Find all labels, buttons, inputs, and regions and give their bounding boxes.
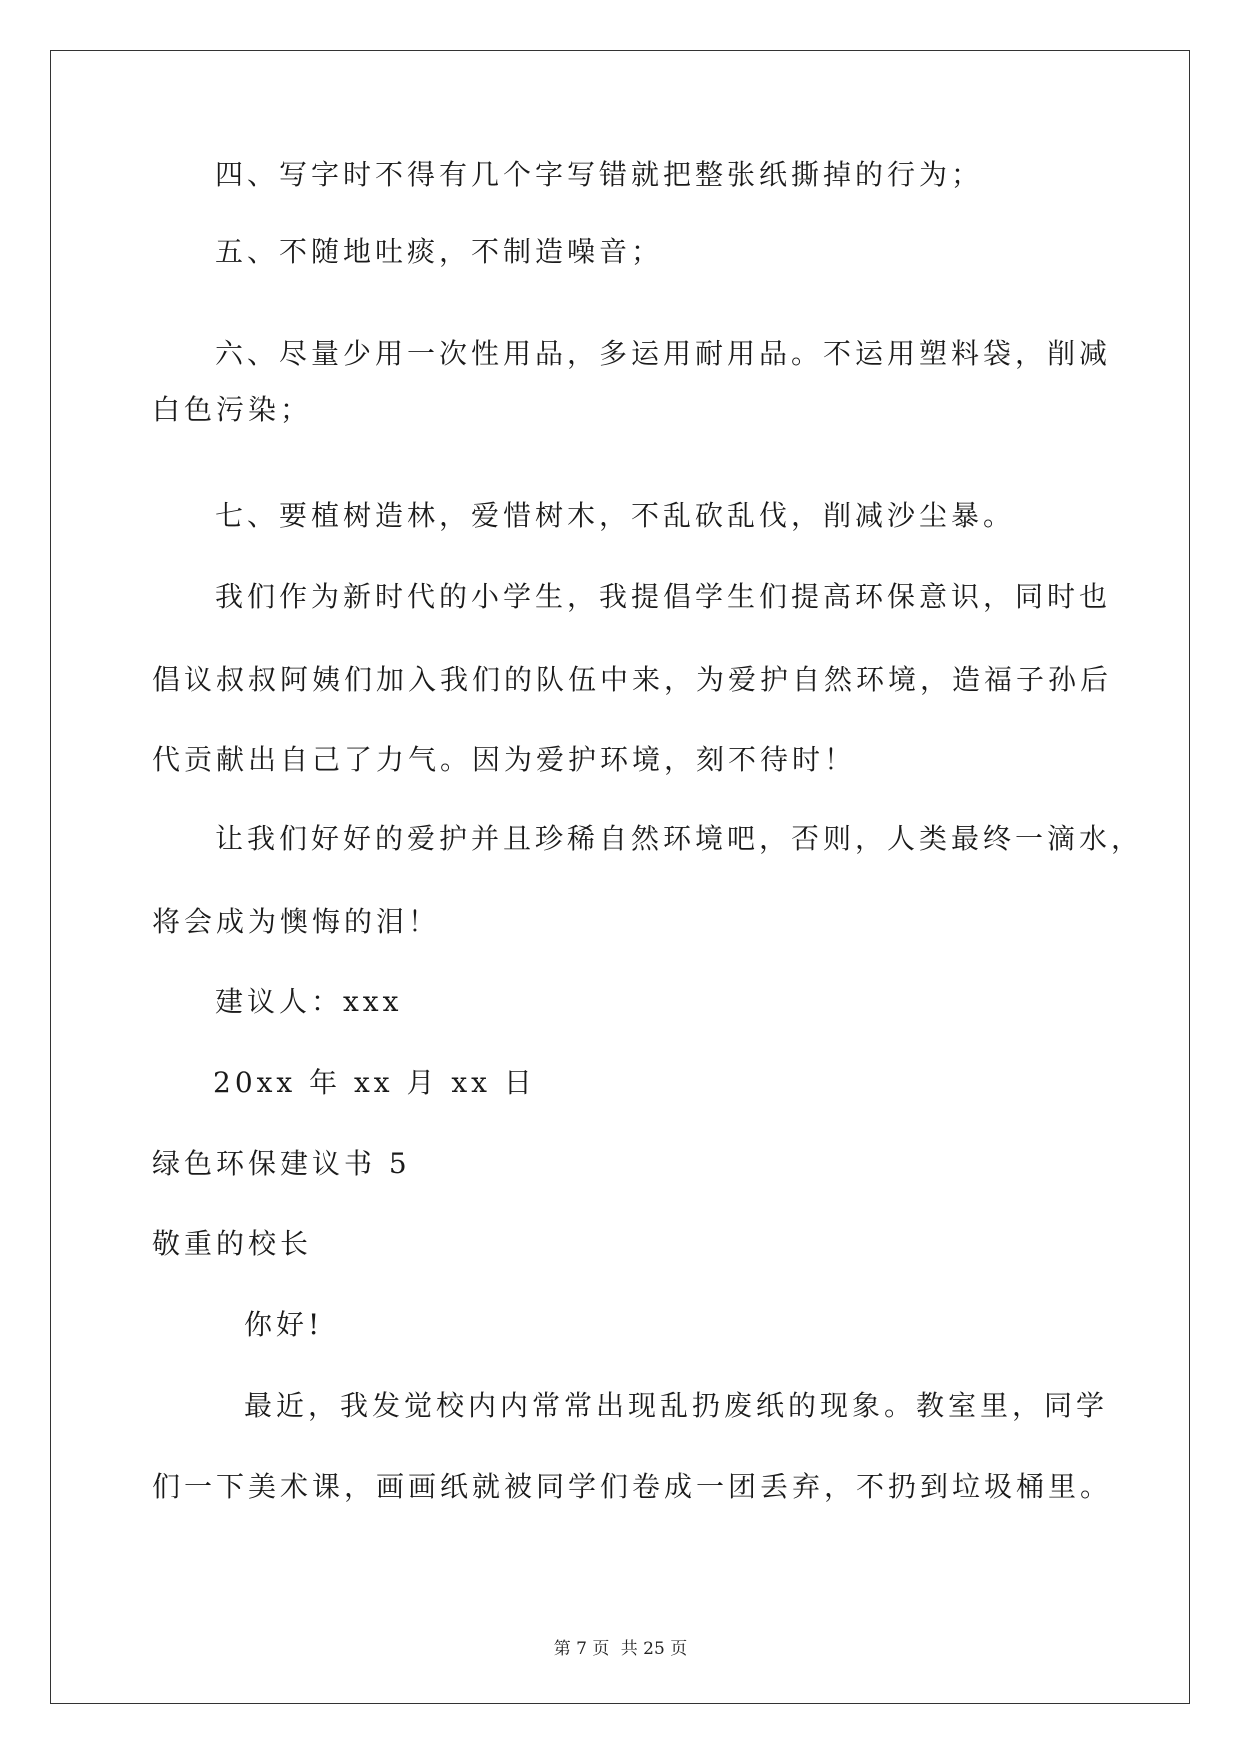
page-total: 共 25 页	[620, 1639, 688, 1659]
date-line: 20xx 年 xx 月 xx 日	[213, 1066, 536, 1099]
section-title: 绿色环保建议书 5	[152, 1147, 411, 1180]
paragraph-line: 五、不随地吐痰，不制造噪音；	[215, 235, 664, 268]
paragraph-line: 最近，我发觉校内内常常出现乱扔废纸的现象。教室里，同学	[244, 1389, 1109, 1422]
paragraph-line: 我们作为新时代的小学生，我提倡学生们提高环保意识，同时也	[215, 580, 1112, 613]
paragraph-line: 代贡献出自己了力气。因为爱护环境，刻不待时！	[152, 743, 857, 776]
signature-line: 建议人：xxx	[215, 985, 403, 1018]
page-number: 第 7 页	[553, 1639, 610, 1659]
paragraph-line: 四、写字时不得有几个字写错就把整张纸撕掉的行为；	[215, 158, 984, 191]
page-border	[50, 50, 1190, 1704]
greeting: 你好!	[244, 1308, 324, 1341]
paragraph-line: 们一下美术课，画画纸就被同学们卷成一团丢弃，不扔到垃圾桶里。	[152, 1470, 1113, 1503]
paragraph-line: 将会成为懊悔的泪！	[152, 905, 441, 938]
paragraph-line: 白色污染；	[152, 393, 313, 426]
salutation: 敬重的校长	[152, 1227, 313, 1260]
page-footer	[0, 1638, 1241, 1660]
paragraph-line: 倡议叔叔阿姨们加入我们的队伍中来，为爱护自然环境，造福子孙后	[152, 663, 1113, 696]
paragraph-line: 六、尽量少用一次性用品，多运用耐用品。不运用塑料袋，削减	[215, 337, 1112, 370]
paragraph-line: 让我们好好的爱护并且珍稀自然环境吧，否则，人类最终一滴水，	[215, 822, 1144, 855]
paragraph-line: 七、要植树造林，爱惜树木，不乱砍乱伐，削减沙尘暴。	[215, 499, 1016, 532]
